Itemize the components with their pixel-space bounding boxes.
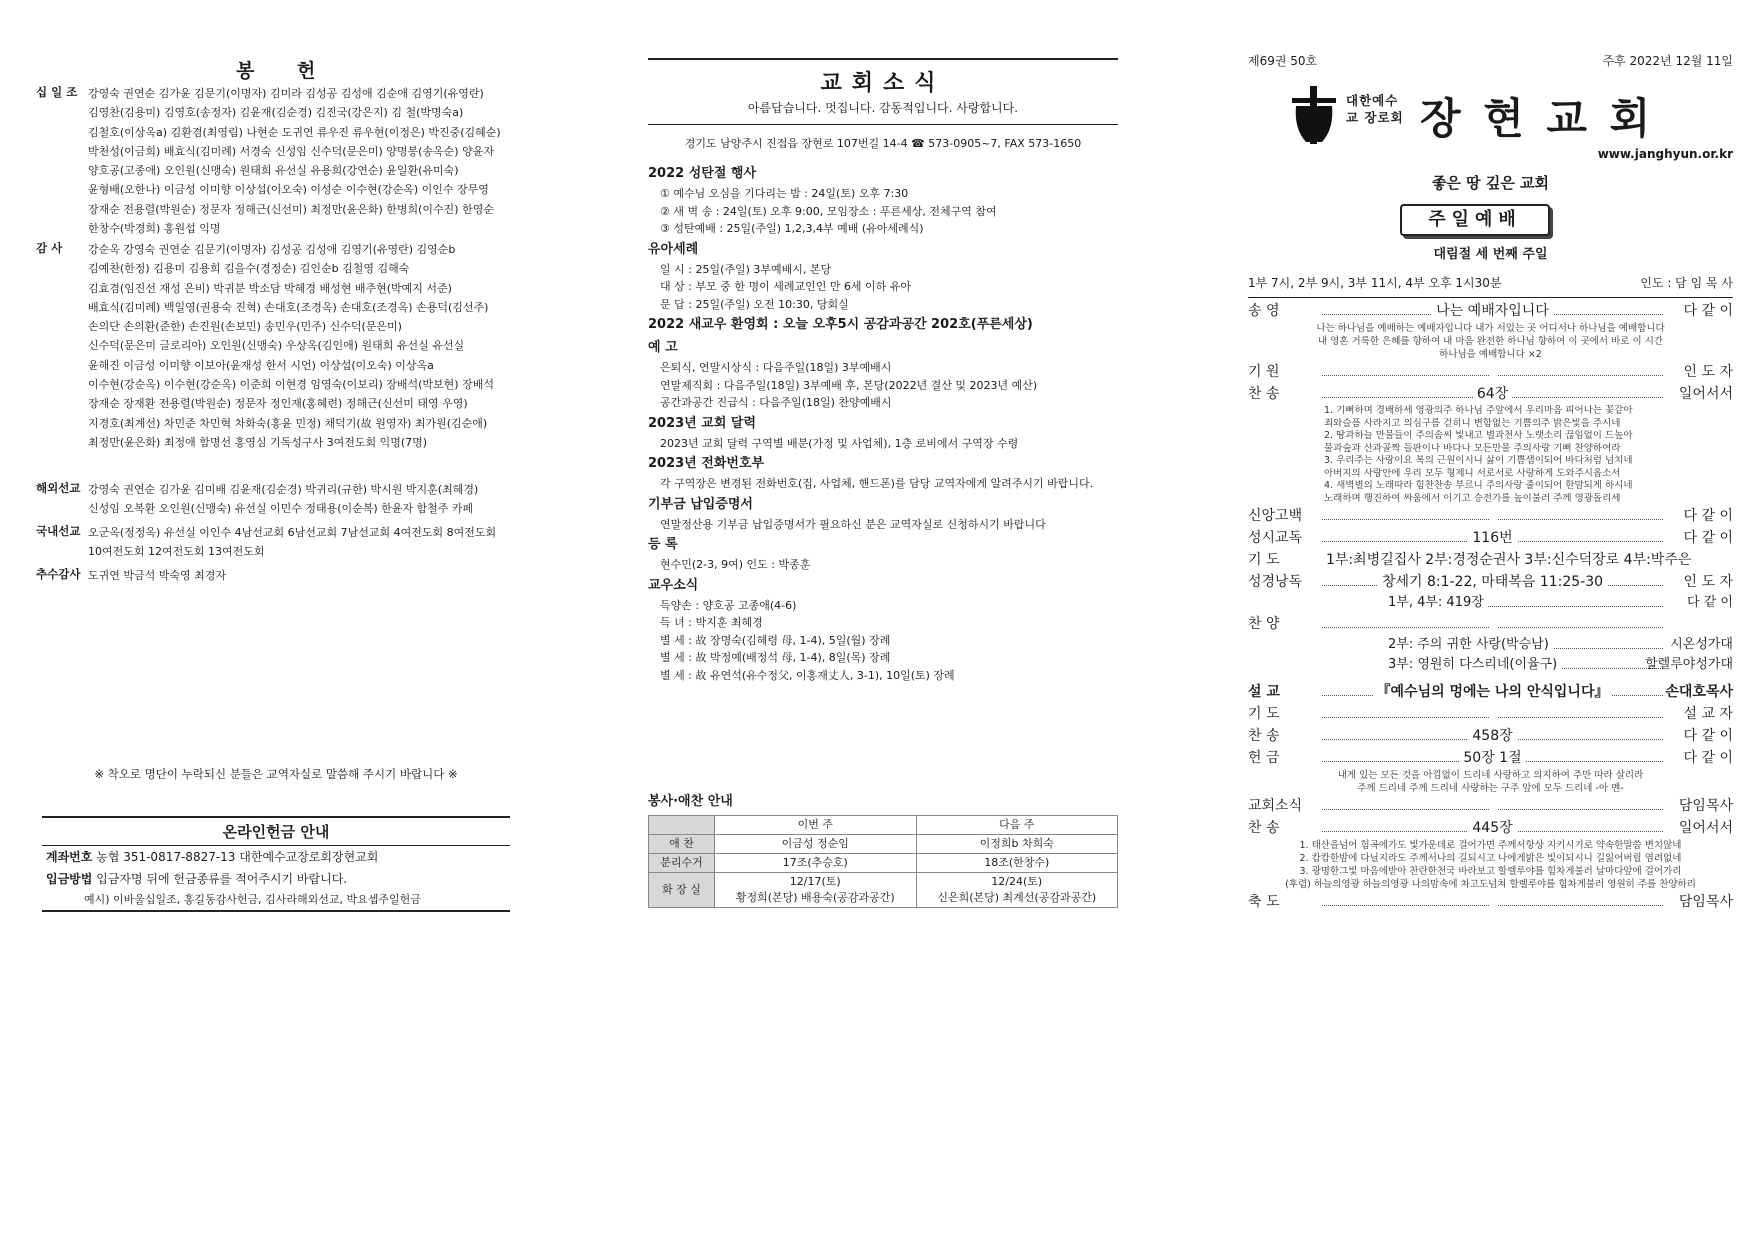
- order-item-content-text: 64장: [1473, 386, 1512, 402]
- offering-name-line: 김예찬(한정) 김용미 김용희 김을수(경정순) 김인순b 김철영 김해숙: [88, 262, 410, 276]
- service-cell-line: 12/17(토): [789, 875, 841, 888]
- order-item-content-text: [1489, 706, 1497, 722]
- offering-section-label: 해외선교: [36, 481, 81, 495]
- order-item-content: [1322, 300, 1663, 322]
- service-header-this-week: 이번 주: [715, 816, 917, 835]
- worship-order: [1248, 300, 1733, 913]
- news-section-heading: 2022 성탄절 행사: [648, 166, 757, 181]
- order-item-content: [1322, 725, 1663, 747]
- news-section-line: 은퇴식, 연말시상식 : 다음주일(18일) 3부예배시: [660, 361, 892, 374]
- praise-row: [1248, 655, 1733, 675]
- service-cell-line: 12/24(토): [991, 875, 1043, 888]
- order-item-label: 송 영: [1248, 303, 1280, 319]
- method-row: [42, 868, 510, 890]
- praise-leader: 시온성가대: [1670, 637, 1733, 652]
- news-section-line: 별 세 : 故 장명숙(김혜령 母, 1-4), 5일(월) 장례: [660, 633, 891, 647]
- order-item: [1248, 703, 1733, 725]
- news-section-heading: 기부금 납입증명서: [648, 496, 753, 512]
- offering-name-line: 신성임 오복환 오인원(신맹숙) 유선실 이민수 정태용(이순복) 한윤자 함철주 카페: [88, 502, 474, 516]
- news-section-line: 2023년 교회 달력 구역별 배분(가정 및 사업체), 1층 로비에서 구역장 수령: [660, 436, 1019, 450]
- order-item-content-text: 1부:최병길집사 2부:경정순권사 3부:신수덕장로 4부:박주은: [1322, 552, 1695, 568]
- hymn64-line: 1. 기뻐하며 경배하세 영광의주 하나님 주앞에서 우리마음 피어나는 꽃같아: [1324, 405, 1633, 416]
- praise-row: [1248, 635, 1733, 655]
- news-section-heading: 2023년 교회 달력: [648, 415, 757, 431]
- order-item-label: 찬 송: [1248, 728, 1280, 744]
- offering-section-names: [88, 566, 518, 585]
- order-item-label: 교회소식: [1248, 798, 1303, 814]
- method-example: 예시) 이바울십일조, 홍길동감사헌금, 김사라해외선교, 박요셉주일헌금: [84, 893, 421, 906]
- order-item-label: 헌 금: [1248, 750, 1280, 766]
- service-table-title: 봉사·애찬 안내: [648, 794, 733, 809]
- offering-section: [36, 84, 516, 242]
- offering-section-label: 십 일 조: [36, 85, 78, 99]
- order-item: [1248, 383, 1733, 405]
- offering-name-line: 김철호(이상옥a) 김환겸(최영림) 나현순 도귀연 류우진 류우현(이정은) 박진중(김혜순): [88, 125, 501, 139]
- service-header-blank: [649, 816, 715, 835]
- news-sections: [648, 162, 1118, 684]
- hymn445-line: (후렴) 하늘의영광 하늘의영광 나의맘속에 차고도넘쳐 할렐루야를 힘차게불러 영원히 주를 찬양하리: [1285, 879, 1696, 890]
- offering-section-label: 추수감사: [36, 567, 81, 581]
- hymn445-line: 2. 캄캄한밤에 다닐지라도 주께서나의 길되시고 나에게밝은 빛이되시니 길잃어버릴 염려없네: [1299, 853, 1682, 864]
- order-item-content: [1322, 571, 1663, 593]
- church-news-panel: [648, 0, 1118, 1240]
- order-item: [1248, 505, 1733, 527]
- offering-name-line: 최정만(윤은화) 최정애 함명선 홍영심 기독성구사 3여전도회 익명(7명): [88, 435, 428, 449]
- offering-name-line: 김효겸(임진선 재성 은비) 박귀분 박소담 박혜경 배성현 배주현(박예지 서준): [88, 281, 452, 295]
- praise-content-text: 1부, 4부: 419장: [1388, 595, 1488, 610]
- news-section-heading: 유아세례: [648, 241, 699, 257]
- song_lyrics-line: 내 영혼 거룩한 은혜를 향하여 내 마음 완전한 하나님 향하여 이 곳에서 바로 이 시간: [1317, 336, 1664, 347]
- order-item-content: [1322, 817, 1663, 839]
- bulletin-date: 주후 2022년 12월 11일: [1602, 54, 1733, 68]
- news-section-line: 연말제직회 : 다음주일(18일) 3부예배 후, 본당(2022년 결산 및 2023년 예산): [660, 378, 1038, 392]
- account-row: [42, 846, 510, 868]
- service-cell-line: 이정희b 차희숙: [979, 837, 1054, 850]
- service-header-next-week: 다음 주: [916, 816, 1118, 835]
- offering-name-line: 10여전도회 12여전도회 13여전도회: [88, 545, 265, 559]
- service-this-week-cell: [715, 835, 917, 854]
- praise-leader: 할렐루야성가대: [1645, 657, 1733, 672]
- service-this-week-cell: [715, 873, 917, 908]
- order-item-label: 신앙고백: [1248, 508, 1303, 524]
- offering-name-line: 박천성(이금희) 배효식(김미례) 서경숙 신성임 신수덕(문은미) 양명봉(송옥순) 양윤자: [88, 144, 494, 158]
- order-item: [1248, 613, 1733, 635]
- order-item-leader: 다 같 이: [1683, 750, 1733, 766]
- praise-content-text: 3부: 영원히 다스리네(이율구): [1388, 657, 1561, 672]
- order-item-label: 축 도: [1248, 894, 1280, 910]
- service-table-row: [649, 854, 1118, 873]
- service-cell-line: 신은희(본당) 최계선(공감과공간): [937, 891, 1097, 904]
- order-item-content-text: [1489, 894, 1497, 910]
- news-section-line: 별 세 : 故 박정예(배정석 母, 1-4), 8일(목) 장례: [660, 651, 891, 664]
- service-times: [1248, 274, 1733, 298]
- order-item-leader: 손대호목사: [1665, 684, 1733, 700]
- news-section-line: 문 답 : 25일(주일) 오전 10:30, 당회실: [660, 297, 849, 311]
- offering-name-line: 윤형배(오한나) 이금성 이미향 이상섭(이오숙) 이성순 이수현(강순옥) 이인수 장무영: [88, 183, 489, 197]
- order-item-label: 설 교: [1248, 684, 1280, 700]
- order-item-leader: 담임목사: [1678, 894, 1733, 910]
- service-cell-line: 이금성 정순임: [781, 837, 849, 850]
- offerings-panel: [36, 0, 516, 1240]
- order-item-leader: 일어서서: [1678, 386, 1733, 402]
- news-section-heading: 등 록: [648, 537, 678, 552]
- offering-name-line: 배효식(김미례) 백일영(권용숙 진혁) 손대호(조경옥) 손대호(조경옥) 손용덕(김선주): [88, 300, 489, 314]
- service-next-week-cell: [916, 835, 1118, 854]
- praise-leader: 다 같 이: [1687, 595, 1733, 610]
- offering-section-names: [88, 240, 518, 452]
- hymn64-line: 2. 땅과하늘 만물들이 주의솜씨 빛내고 별과천사 노랫소리 끊임없이 드높아: [1324, 430, 1633, 441]
- order-item-label: 성시교독: [1248, 530, 1303, 546]
- news-section-line: 일 시 : 25일(주일) 3부예배시, 본당: [660, 262, 832, 276]
- order-item-leader: 인 도 자: [1683, 574, 1733, 590]
- service-table-row: [649, 873, 1118, 908]
- service-leader: 인도 : 담 임 목 사: [1640, 276, 1733, 290]
- service-row-label: 애 찬: [649, 835, 715, 854]
- order-item-label: 찬 송: [1248, 386, 1280, 402]
- hymn445-line: 3. 광명한그빛 마음에받아 찬란한천국 바라보고 할렐루야를 힘차게불러 날마다앞에 걸어가리: [1299, 866, 1682, 877]
- order-item-content: [1322, 549, 1692, 571]
- offering-section-names: [88, 480, 518, 519]
- order-item-label: 찬 양: [1248, 616, 1280, 632]
- offering_song-line: 내게 있는 모든 것을 아낌없이 드리네 사랑하고 의지하여 주만 따라 살리라: [1337, 770, 1644, 781]
- praise-row: [1248, 593, 1733, 613]
- service-row-label: 분리수거: [649, 854, 715, 873]
- method-value: 입금자명 뒤에 헌금종류를 적어주시기 바랍니다.: [96, 872, 348, 886]
- offering-name-line: 양호공(고종애) 오인원(신맹숙) 원태희 유선실 유용희(강연순) 윤일환(유미숙): [88, 164, 459, 178]
- order-item: [1248, 725, 1733, 747]
- news-header: [648, 58, 1118, 125]
- order-item: [1248, 571, 1733, 593]
- order-item-label: 기 도: [1248, 552, 1280, 568]
- order-item-leader: 일어서서: [1678, 820, 1733, 836]
- order-item-leader: 다 같 이: [1683, 508, 1733, 524]
- offering-name-line: 이수현(강순옥) 이수현(강순옥) 이준희 이현경 임영숙(이보리) 장배석(박보현) 장배석: [88, 378, 494, 392]
- praise-content: [1388, 655, 1663, 675]
- order-item-leader: 설 교 자: [1683, 706, 1733, 722]
- order-item-leader: 인 도 자: [1683, 364, 1733, 380]
- song_lyrics-line: 나는 하나님을 예배하는 예배자입니다 내가 서있는 곳 어디서나 하나님을 예배합니다: [1316, 323, 1665, 334]
- hymn64-line: 노래하며 행진하여 싸움에서 이기고 승전가를 높이불러 주께 영광돌리세: [1324, 492, 1621, 504]
- offering-name-line: 지경호(최계선) 차민준 차민혁 차화숙(홍윤 민정) 채덕기(故 원영자) 최가원(김순애): [88, 416, 488, 430]
- news-subtitle: 아름답습니다. 멋집니다. 감동적입니다. 사랑합니다.: [747, 101, 1019, 115]
- order-item-content-text: 116번: [1468, 530, 1516, 546]
- song_lyrics-line: 하나님을 예배합니다 ×2: [1439, 349, 1542, 360]
- service-cell-line: 황정희(본당) 배용숙(공감과공간): [735, 891, 895, 904]
- news-title: 교회소식: [820, 71, 946, 96]
- advent-subtitle: 대림절 세 번째 주일: [1433, 247, 1548, 262]
- order-item-content-text: [1489, 616, 1497, 632]
- order-item: [1248, 747, 1733, 769]
- order-item-content-text: [1489, 364, 1497, 380]
- news-section-line: ③ 성탄예배 : 25일(주일) 1,2,3,4부 예배 (유아세례식): [660, 222, 924, 235]
- order-item-content-text: [1489, 508, 1497, 524]
- hymn64-line: 4. 새벽별의 노래따라 힘찬찬송 부르니 주의사랑 줄이되어 한맘되게 하시네: [1324, 480, 1633, 491]
- offering-name-line: 장재순 장재환 전용렬(박원순) 정문자 정인재(홍혜련) 정해근(신선미 태영 우영): [88, 397, 468, 411]
- method-label: 입금방법: [46, 872, 93, 886]
- news-section-line: 현수민(2-3, 9여) 인도 : 박종훈: [660, 558, 811, 571]
- website: www.janghyun.or.kr: [1597, 147, 1733, 161]
- praise-content: [1388, 635, 1663, 655]
- news-section-heading: 2023년 전화번호부: [648, 456, 765, 471]
- order-item-content: [1322, 505, 1663, 527]
- order-item-leader: 담임목사: [1678, 798, 1733, 814]
- praise-content: [1388, 593, 1663, 613]
- order-item-content-text: 458장: [1468, 728, 1516, 744]
- account-label: 계좌번호: [46, 850, 93, 864]
- news-section-line: 각 구역장은 변경된 전화번호(집, 사업체, 핸드폰)를 담당 교역자에게 알려주시기 바랍니다.: [660, 477, 1094, 490]
- order-item-content: [1322, 891, 1663, 913]
- news-section-line: 별 세 : 故 유연석(유수정父, 이홍재丈人, 3-1), 10일(토) 장례: [660, 668, 955, 682]
- order-item-label: 기 도: [1248, 706, 1280, 722]
- news-section-line: ① 예수님 오심을 기다리는 밤 : 24일(토) 오후 7:30: [660, 187, 909, 200]
- order-item-content: [1322, 361, 1663, 383]
- offering-name-line: 손의단 손의환(준한) 손진원(손보민) 송민우(민주) 신수덕(문은미): [88, 320, 402, 334]
- hymn64-line: 물과숲과 산과골짝 들판이나 바다나 모든만물 주의사랑 기뻐 찬양하여라: [1324, 442, 1621, 454]
- order-item-leader: 다 같 이: [1683, 530, 1733, 546]
- hymn445-line: 1. 태산을넘어 험곡에가도 빛가운데로 걸어가면 주께서항상 지키시기로 약속한말씀 변치않네: [1299, 840, 1682, 851]
- order-item: [1248, 891, 1733, 913]
- order-item-label: 성경낭독: [1248, 574, 1303, 590]
- offering-name-line: 윤해진 이금성 이미향 이보아(윤재성 한서 시언) 이상섭(이오숙) 이상옥a: [88, 358, 434, 372]
- news-section-line: 대 상 : 부모 중 한 명이 세례교인인 만 6세 이하 유아: [660, 280, 912, 293]
- order-item: [1248, 795, 1733, 817]
- order-item-leader: 다 같 이: [1683, 303, 1733, 319]
- news-section-line: 연말정산용 기부금 납입증명서가 필요하신 분은 교역자실로 신청하시기 바랍니다: [660, 517, 1046, 531]
- offering_song-line: 주께 드리네 주께 드리네 사랑하는 구주 앞에 모두 드리네 -아 멘-: [1357, 783, 1624, 794]
- offering-section-names: [88, 84, 518, 238]
- order-item-content-text: 『예수님의 멍에는 나의 안식입니다』: [1373, 684, 1613, 700]
- order-item-content-text: 50장 1절: [1459, 750, 1525, 766]
- service-next-week-cell: [916, 873, 1118, 908]
- service-cell-line: 17조(추승호): [782, 856, 848, 869]
- offering-section-names: [88, 523, 518, 562]
- offering-name-line: 한창수(박경희) 홍원섭 익명: [88, 222, 221, 236]
- church-name: 장 현 교 회: [1420, 94, 1655, 143]
- order-item-label: 기 원: [1248, 364, 1280, 380]
- offering-name-line: 강영숙 권연순 김가윤 김미배 김윤재(김순경) 박귀리(규한) 박시원 박지훈(최혜경): [88, 483, 479, 496]
- offering-section-label: 국내선교: [36, 524, 81, 538]
- offering-name-line: 강영숙 권연순 김가윤 김문기(이명자) 김미라 김성공 김성애 김순애 김영기(유영란): [88, 87, 484, 100]
- service-times-text: 1부 7시, 2부 9시, 3부 11시, 4부 오후 1시30분: [1248, 276, 1502, 290]
- offering-section: [36, 523, 516, 566]
- order-item-content: [1322, 681, 1663, 703]
- offering-section-label: 감 사: [36, 241, 63, 255]
- order-item-leader: 다 같 이: [1683, 728, 1733, 744]
- worship-order-panel: [1248, 0, 1733, 1240]
- service-this-week-cell: [715, 854, 917, 873]
- online-offering-box: [42, 816, 510, 912]
- order-item-content-text: 창세기 8:1-22, 마태복음 11:25-30: [1378, 574, 1607, 590]
- offering-name-line: 강순옥 강영숙 권연순 김문기(이명자) 김성공 김성애 김영기(유영란) 김영순b: [88, 243, 456, 256]
- order-item-label: 찬 송: [1248, 820, 1280, 836]
- offering-name-line: 신수덕(문은미 글로리아) 오인원(신맹숙) 우상옥(김인애) 원태희 유선실 유선실: [88, 339, 465, 353]
- offerings-notice: ※ 착오로 명단이 누락되신 분들은 교역자실로 말씀해 주시기 바랍니다 ※: [94, 767, 458, 781]
- church-address: 경기도 남양주시 진접읍 장현로 107번길 14-4 ☎ 573-0905~7, FAX 573-1650: [684, 137, 1082, 150]
- news-section-line: 득 녀 : 박지훈 최혜경: [660, 616, 763, 629]
- news-section-heading: 2022 새교우 환영회 : 오늘 오후5시 공감과공간 202호(푸른세상): [648, 317, 1033, 332]
- service-cell-line: 18조(한창수): [984, 856, 1050, 869]
- order-item: [1248, 527, 1733, 549]
- offerings-title: 봉 헌: [236, 60, 334, 82]
- order-item: [1248, 817, 1733, 839]
- offering-name-line: 도귀연 박금석 박숙영 최경자: [88, 569, 227, 582]
- offering-section: [36, 566, 516, 589]
- worship-title: 주일예배: [1400, 204, 1550, 236]
- news-section-heading: 예 고: [648, 340, 678, 355]
- service-table: [648, 815, 1118, 908]
- offering-section: [36, 480, 516, 523]
- offering-name-line: 김영찬(김용미) 김영호(송정자) 김윤재(김순경) 김진국(강은지) 김 철(박명숙a): [88, 106, 464, 120]
- order-item-content-text: 나는 예배자입니다: [1432, 303, 1553, 319]
- order-item-content: [1322, 703, 1663, 725]
- church-logo: [1288, 84, 1708, 146]
- order-item: [1248, 681, 1733, 703]
- offering-name-line: 장재순 전용렬(박원순) 정문자 정해근(신선미) 최정만(윤은화) 한병희(이수진) 한영순: [88, 202, 494, 216]
- news-section-line: 득양손 : 양호공 고종애(4-6): [660, 598, 797, 612]
- order-item-content: [1322, 795, 1663, 817]
- praise-content-text: 2부: 주의 귀한 사랑(박승남): [1388, 637, 1553, 652]
- news-section-line: ② 새 벽 송 : 24일(토) 오후 9:00, 모임장소 : 푸른세상, 전체구역 참여: [660, 204, 997, 218]
- order-item-content: [1322, 613, 1663, 635]
- hymn64-line: 죄와슬픔 사라지고 의심구름 걷히니 변함없는 기쁨의주 밝은빛을 주시네: [1324, 417, 1621, 429]
- volume-number: 제69권 50호: [1248, 54, 1318, 68]
- order-item: [1248, 549, 1733, 571]
- order-item-content: [1322, 747, 1663, 769]
- order-item-content-text: 445장: [1468, 820, 1516, 836]
- order-item-content: [1322, 527, 1663, 549]
- offering-name-line: 오군옥(정정옥) 유선실 이인수 4남선교회 6남선교회 7남선교회 4여전도회 8여전도회: [88, 526, 497, 539]
- order-item-content-text: [1489, 798, 1497, 814]
- hymn64-line: 3. 우리주는 사랑이요 복의 근원이시니 삶이 기쁨샘이되어 바다처럼 넘치네: [1324, 455, 1633, 466]
- order-item: [1248, 361, 1733, 383]
- hymn64-line: 아버지의 사랑안에 우리 모두 형제니 서로서로 사랑하게 도와주시옵소서: [1324, 467, 1621, 479]
- service-table-row: [649, 835, 1118, 854]
- account-value: 농협 351-0817-8827-13 대한예수교장로회장현교회: [96, 850, 379, 864]
- order-item: [1248, 300, 1733, 322]
- online-offering-title: 온라인헌금 안내: [42, 818, 510, 846]
- service-next-week-cell: [916, 854, 1118, 873]
- news-section-heading: 교우소식: [648, 577, 699, 593]
- order-item-content: [1322, 383, 1663, 405]
- service-row-label: 화 장 실: [649, 873, 715, 908]
- offering-section: [36, 240, 516, 456]
- news-section-line: 공간과공간 진급식 : 다음주일(18일) 찬양예배시: [660, 396, 892, 409]
- church-motto: 좋은 땅 깊은 교회: [1431, 174, 1550, 192]
- denomination-name: 대한예수교 장로회: [1346, 93, 1404, 125]
